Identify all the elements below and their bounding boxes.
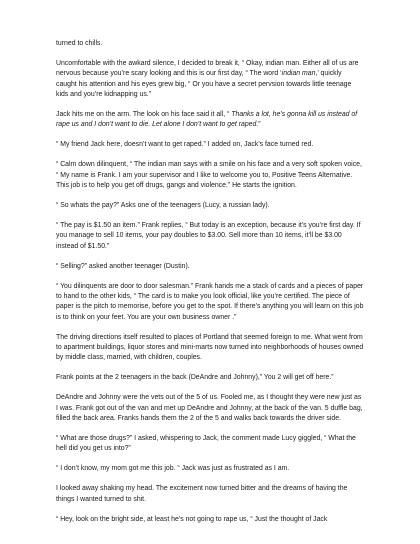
paragraph-text: turned to chills. <box>56 40 103 47</box>
paragraph-text: “ Selling?” asked another teenager (Dustin). <box>56 262 190 270</box>
paragraph-2 <box>56 59 364 101</box>
paragraph-text: I looked away shaking my head. The excitement now turned bitter and the dreams of having the things I wanted turned to shit. <box>56 485 348 503</box>
paragraph-text: “ My friend Jack here, doesn’t want to get raped.” I added on, Jack’s face turned red. <box>56 141 314 149</box>
paragraph-10 <box>56 333 364 364</box>
paragraph-text: “ Hey, look on the bright side, at least he’s not going to rape us, “ Just the thought of Jack <box>56 515 328 523</box>
paragraph-3 <box>56 110 364 131</box>
paragraph-text: Uncomfortable with the awkard silence, I decided to break it, “ Okay, indian man. Either all of us are nervous because you’re scary looking and this is our first day, “ The word ‘ <box>56 59 359 78</box>
paragraph-text: “ You dilinquents are door to door salesman.” Frank hands me a stack of cards and a pieces of paper to hand to the other kids, “ The card is to make you look official, like you’re certified. The piece of paper is the pitch to memorise, before you get to the spot. If there’s anything you will learn on this job is to think on your feet. You are your own business owner .” <box>56 282 364 321</box>
paragraph-text: Frank points at the 2 teenagers in the back (DeAndre and Johnny),” You 2 will get off here.” <box>56 374 334 382</box>
paragraph-text: “ I don’t know, my mom got me this job. “ Jack was just as frustrated as I am. <box>56 465 290 473</box>
paragraph-9 <box>56 282 364 324</box>
italic-text: indian man <box>281 70 316 78</box>
paragraph-1 <box>56 39 364 49</box>
paragraph-text: “ What are those drugs?” I asked, whispering to Jack, the comment made Lucy giggled, “ What the hell did you get us into?” <box>56 434 356 453</box>
paragraph-13 <box>56 434 364 455</box>
paragraph-text: ” <box>258 121 261 129</box>
paragraph-5 <box>56 160 364 191</box>
paragraph-text: DeAndre and Johnny were the vets out of the 5 of us. Fooled me, as I thought they were new just as I was. Frank got out of the van and met up DeAndre and Johnny, at the back of the van. 5 duffle bag, filled the back area. Franks hands them the 2 of the 5 and walks back towards the driver side. <box>56 394 363 423</box>
paragraph-text: ,’ quickly caught his attention and his eyes grew big, “ Or you have a secret pervsion towards little teenage kids and you’re kidnapping us.” <box>56 70 352 99</box>
paragraph-4 <box>56 140 364 150</box>
paragraph-14 <box>56 464 364 474</box>
paragraph-text: “ So whats the pay?” Asks one of the teenagers (Lucy, a russian lady). <box>56 201 270 209</box>
paragraph-15 <box>56 484 364 505</box>
italic-text: Thanks a lot, he’s gonna kill us instead of rape us and I don’t want to die. Let alone I don’t want to get raped. <box>56 111 358 129</box>
paragraph-16 <box>56 515 364 525</box>
paragraph-12 <box>56 393 364 424</box>
paragraph-8 <box>56 262 364 272</box>
paragraph-text: Jack hits me on the arm. The look on his face said it all, “ <box>56 111 232 119</box>
paragraph-7 <box>56 221 364 252</box>
paragraph-text: “ Calm down dilinquent, “ The indian man says with a smile on his face and a very soft spoken voice, “ My name is Frank. I am your supervisor and I like to welcome you to, Positive Teens Alternative. This job is to help you get off drugs, gangs and violence.” He starts the ignition. <box>56 161 362 190</box>
paragraph-11 <box>56 373 364 383</box>
paragraph-6 <box>56 201 364 211</box>
paragraph-text: The driving directions itself resulted to places of Portland that seemed foreign to me. What went from to apartment buildings, liquor stores and mini-marts now turned into neighborhoods of houses owned by middle class, married, with children, couples. <box>56 333 364 362</box>
paragraph-text: “ The pay is $1.50 an item.” Frank replies, “ But today is an exception, because it’s you’re first day. If you manage to sell 10 items, your pay doubles to $3.00. Sell more than 10 items, it’ll be $3.00 instead of $1.50.” <box>56 221 361 250</box>
